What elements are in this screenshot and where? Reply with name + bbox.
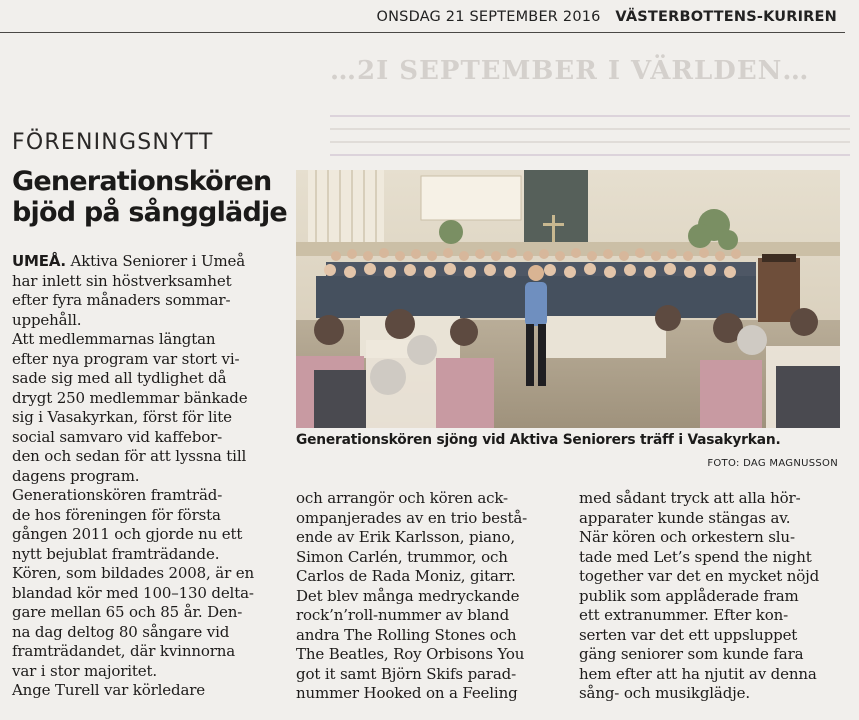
issue-date: ONSDAG 21 SEPTEMBER 2016: [376, 9, 601, 25]
article-headline: Generationskören bjöd på sångglädje: [12, 166, 287, 228]
dateline: UMEÅ.: [12, 252, 66, 270]
masthead: [377, 9, 837, 25]
article-column-2: och arrangör och kören ack- ompanjerades av en trio bestå- ende av Erik Karlsson, piano, Simon Carlén, trummor, och Carlos de Rada Moniz, gitarr. Det blev många medryckande rock’n’roll-nummer av bland andra The Rolling Stones och The Beatles, Roy Orbisons You got it samt Björn Skifs parad- nummer Hooked on a Feeling: [296, 489, 528, 702]
choir-photo-image: [296, 170, 840, 428]
photo-caption: Generationskören sjöng vid Aktiva Seniorers träff i Vasakyrkan.: [296, 432, 781, 448]
article-column-1: [12, 252, 294, 701]
article-column-3: med sådant tryck att alla hör- apparater kunde stängas av. När kören och orkestern slu- tade med Let’s spend the night together var det en mycket nöjd publik som applåderade fram ett extranummer. Efter kon- serten var det ett uppsluppet gäng seniorer som kunde fara hem efter att ha njutit av denna sång- och musikglädje.: [579, 489, 820, 702]
section-label: FÖRENINGSNYTT: [12, 130, 214, 155]
column-1-text: Aktiva Seniorer i Umeå har inlett sin höstverksamhet efter fyra månaders sommar- uppehåll. Att medlemmarnas längtan efter nya program var stort vi- sade sig med all tydlighet då drygt 250 medlemmar bänkade sig i Vasakyrkan, först för lite social samvaro vid kaffebor- den och sedan för att lyssna till dagens program. Generationskören framträd- de hos föreningen för första gången 2011 och gjorde nu ett nytt bejublat framträdande. Kören, som bildades 2008, är en blandad kör med 100–130 delta- gare mellan 65 och 85 år. Den- na dag deltog 80 sångare vid framträdandet, där kvinnorna var i stor majoritet. Ange Turell var körledare: [12, 252, 254, 699]
bleed-through-text: [330, 104, 850, 164]
choir-photo: [296, 170, 840, 428]
header-rule: [0, 32, 845, 33]
bleed-through-title: …2I SEPTEMBER I VÄRLDEN…: [330, 56, 810, 86]
newspaper-name: VÄSTERBOTTENS-KURIREN: [615, 9, 837, 25]
photo-credit: FOTO: DAG MAGNUSSON: [707, 458, 838, 469]
